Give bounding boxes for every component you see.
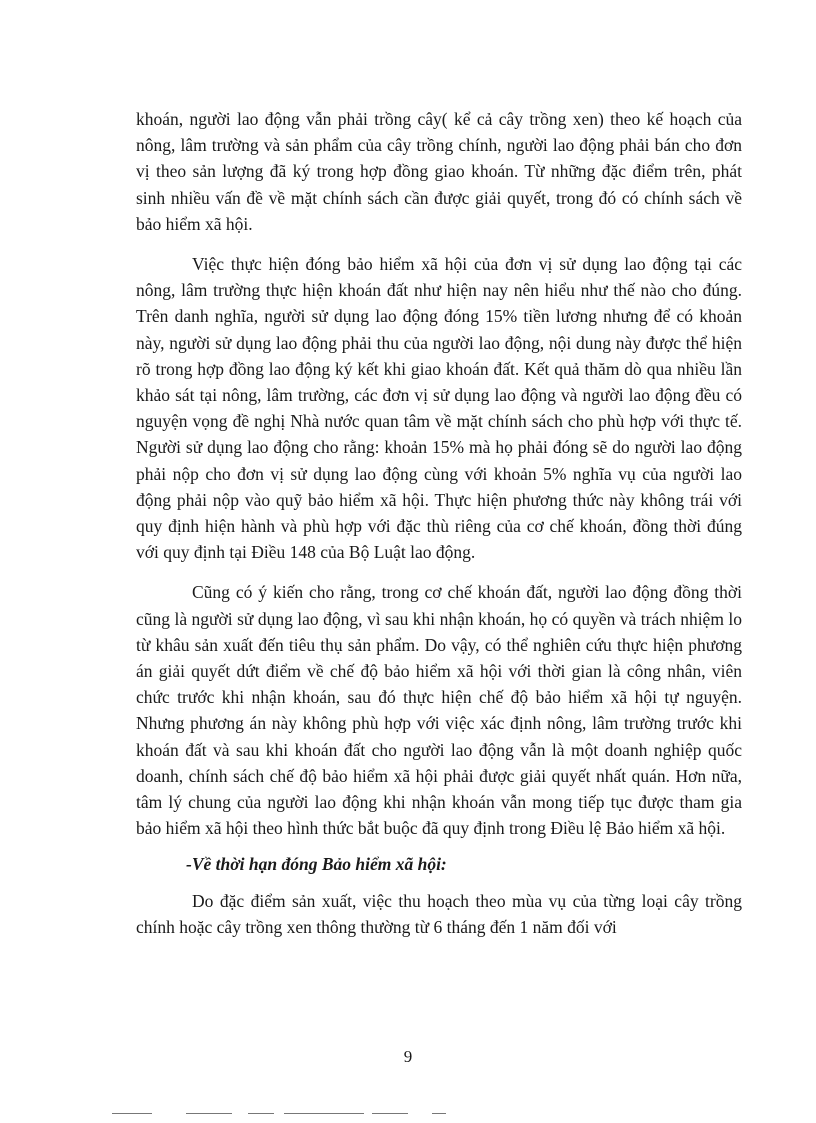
paragraph-1: khoán, người lao động vẫn phải trồng cây( kể cả cây trồng xen) theo kế hoạch của nông, lâm trường và sản phẩm của cây trồng chính, người lao động phải bán cho đơn vị theo sản lượng đã ký trong hợp đồng giao khoán. Từ những đặc điểm trên, phát sinh nhiều vấn đề về mặt chính sách cần được giải quyết, trong đó có chính sách về bảo hiểm xã hội.	[136, 109, 742, 234]
paragraph-3: Cũng có ý kiến cho rằng, trong cơ chế khoán đất, người lao động đồng thời cũng là người sử dụng lao động, vì sau khi nhận khoán, họ có quyền và trách nhiệm lo từ khâu sản xuất đến tiêu thụ sản phẩm. Do vậy, có thể nghiên cứu thực hiện phương án giải quyết dứt điểm về chế độ bảo hiểm xã hội với thời gian là công nhân, viên chức trước khi nhận khoán, sau đó thực hiện chế độ bảo hiểm xã hội tự nguyện. Nhưng phương án này không phù hợp với việc xác định nông, lâm trường trước khi khoán đất và sau khi khoán đất cho người lao động vẫn là một doanh nghiệp quốc doanh, chính sách chế độ bảo hiểm xã hội phải được giải quyết nhất quán. Hơn nữa, tâm lý chung của người lao động khi nhận khoán vẫn mong tiếp tục được tham gia bảo hiểm xã hội theo hình thức bắt buộc đã quy định trong Điều lệ Bảo hiểm xã hội.	[136, 582, 742, 839]
document-body	[136, 106, 742, 954]
scan-artifact-line	[432, 1113, 446, 1114]
section-heading: -Về thời hạn đóng Bảo hiểm xã hội:	[186, 854, 447, 875]
scan-artifact-line	[112, 1113, 152, 1114]
paragraph-2: Việc thực hiện đóng bảo hiểm xã hội của đơn vị sử dụng lao động tại các nông, lâm trường thực hiện khoán đất như hiện nay nên hiểu như thế nào cho đúng. Trên danh nghĩa, người sử dụng lao động đóng 15% tiền lương nhưng để có khoản này, người sử dụng lao động phải thu của người lao động, nội dung này được thể hiện rõ trong hợp đồng lao động ký kết khi giao khoán đất. Kết quả thăm dò qua nhiều lần khảo sát tại nông, lâm trường, các đơn vị sử dụng lao động và người lao động đều có nguyện vọng đề nghị Nhà nước quan tâm về mặt chính sách cho phù hợp với thực tế. Người sử dụng lao động cho rằng: khoản 15% mà họ phải đóng sẽ do người lao động phải nộp cho đơn vị sử dụng lao động cùng với khoản 5% nghĩa vụ của người lao động phải nộp vào quỹ bảo hiểm xã hội. Thực hiện phương thức này không trái với quy định hiện hành và phù hợp với đặc thù riêng của cơ chế khoán, đồng thời đúng với quy định tại Điều 148 của Bộ Luật lao động.	[136, 254, 742, 563]
scan-artifact-line	[248, 1113, 274, 1114]
page-number: 9	[403, 1047, 413, 1066]
scan-artifact-line	[186, 1113, 232, 1114]
scan-artifact-line	[372, 1113, 408, 1114]
scan-artifact-line	[284, 1113, 364, 1114]
paragraph-4: Do đặc điểm sản xuất, việc thu hoạch theo mùa vụ của từng loại cây trồng chính hoặc cây trồng xen thông thường từ 6 tháng đến 1 năm đối với	[136, 890, 742, 937]
